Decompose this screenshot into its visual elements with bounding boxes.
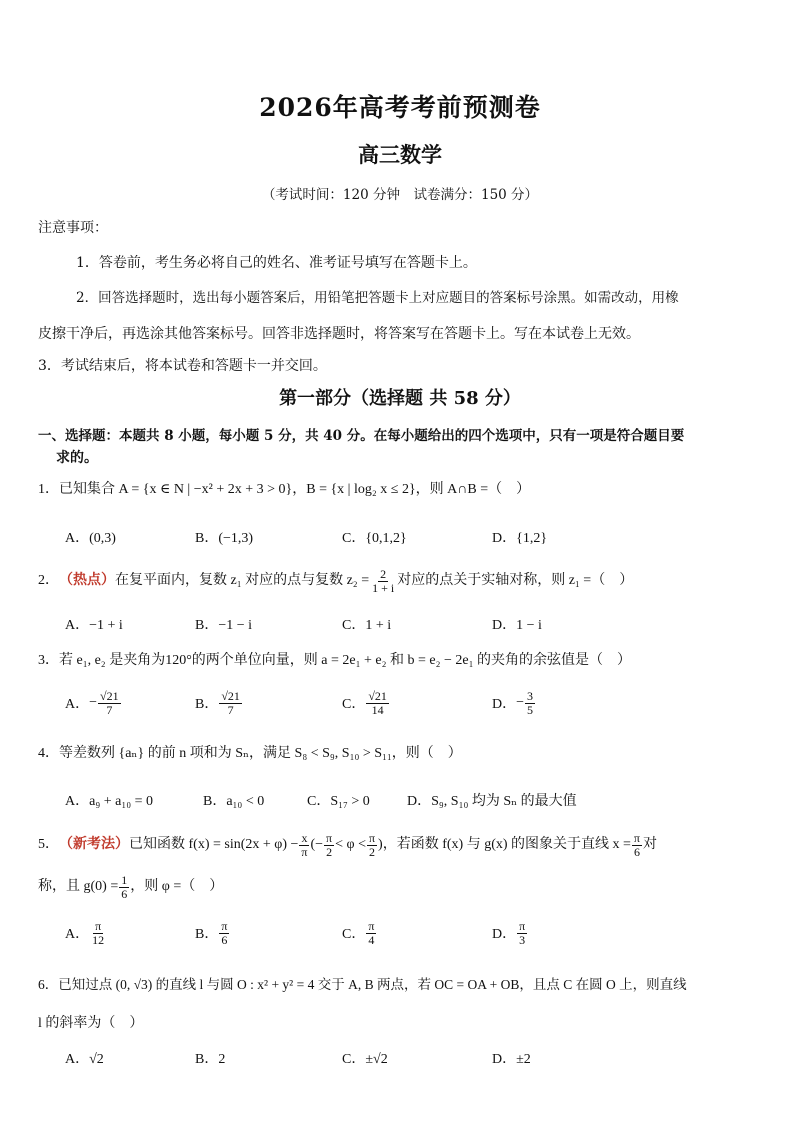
notes-heading: 注意事项： [38, 220, 108, 236]
question-4-option-c: C．S₁₇ > 0 [307, 794, 370, 809]
question-2-number: 2． [38, 573, 59, 589]
question-3-option-d-fraction [525, 690, 535, 716]
question-5-option-a-numerator: π [95, 919, 102, 933]
question-5-fx-numerator: x [301, 831, 308, 845]
question-2-text-b: 对应的点关于实轴对称，则 z₁ =（ ） [397, 573, 634, 589]
question-3-option-b-fraction [219, 690, 242, 716]
question-5-option-a-label: A． [65, 927, 90, 943]
question-6-stem-line2: l 的斜率为（ ） [38, 1016, 144, 1031]
question-5-option-a-denominator: 12 [92, 932, 105, 947]
question-2-tag: （热点） [59, 573, 115, 589]
question-5-r1-denominator: 2 [326, 844, 333, 859]
question-5-fraction-line [632, 832, 642, 858]
question-5-option-c-label: C． [342, 927, 366, 943]
question-5-stem-line1 [38, 832, 657, 858]
question-2-fraction-numerator: 2 [380, 567, 387, 581]
question-3-option-a [65, 690, 122, 716]
question-2-option-d: D．1 − i [492, 618, 542, 633]
question-5-fraction-g0 [119, 874, 129, 900]
question-2-stem [38, 568, 633, 594]
question-5-option-b-label: B． [195, 927, 219, 943]
question-5-option-d-denominator: 3 [519, 932, 526, 947]
question-5-r2-denominator: 2 [369, 844, 376, 859]
question-5-fraction-range-lower [324, 832, 334, 858]
question-2-option-a: A．−1 + i [65, 618, 123, 633]
question-1-option-b: B．(−1,3) [195, 531, 254, 546]
question-5-fraction-x-over-pi [299, 832, 309, 858]
note-item-3: 3．考试结束后，将本试卷和答题卡一并交回。 [38, 358, 327, 374]
question-2-option-c: C．1 + i [342, 618, 392, 633]
question-5-line-denominator: 6 [633, 844, 640, 859]
question-3-option-d-numerator: 3 [527, 689, 534, 703]
note-item-2-line2: 皮擦干净后，再选涂其他答案标号。回答非选择题时，将答案写在答题卡上。写在本试卷上无效。 [38, 326, 640, 342]
question-5-option-a [65, 920, 107, 946]
note-item-2-line1: 2．回答选择题时，选出每小题答案后，用铅笔把答题卡上对应题目的答案标号涂黑。如需改动，用橡 [76, 290, 679, 306]
question-5-option-d-label: D． [492, 927, 517, 943]
question-3-option-b-label: B． [195, 697, 219, 713]
question-5-option-d-numerator: π [519, 919, 526, 933]
question-5-option-c-denominator: 4 [368, 932, 375, 947]
question-5-r1-numerator: π [326, 831, 333, 845]
question-5-r2-numerator: π [368, 831, 376, 845]
question-6-option-a: A．√2 [65, 1052, 104, 1067]
question-5-text-c: < φ < [335, 837, 366, 853]
question-5-text-b: (− [310, 837, 324, 853]
question-1-stem: 1．已知集合 A = {x ∈ N | −x² + 2x + 3 > 0}，B = {x | log₂ x ≤ 2}，则 A∩B =（ ） [38, 482, 531, 497]
exam-info: （考试时间：120 分钟 试卷满分：150 分） [261, 187, 539, 203]
question-2-fraction-denominator: 1 + i [372, 580, 395, 595]
question-3-option-b-numerator: √21 [221, 689, 240, 703]
question-3-option-a-numerator: √21 [100, 689, 119, 703]
question-3-option-a-fraction [98, 690, 121, 716]
question-5-g0-numerator: 1 [121, 873, 128, 887]
question-6-option-d: D．±2 [492, 1052, 531, 1067]
question-2-text-a: 在复平面内，复数 z₁ 对应的点与复数 z₂ = [115, 573, 370, 589]
question-4-option-d: D．S₉, S₁₀ 均为 Sₙ 的最大值 [407, 794, 577, 809]
question-6-option-b: B．2 [195, 1052, 226, 1067]
question-5-fraction-range-upper [367, 832, 377, 858]
question-5-option-a-fraction [90, 920, 106, 946]
question-3-option-c-denominator: 14 [371, 702, 384, 717]
question-3-stem: 3．若 e₁, e₂ 是夹角为120°的两个单位向量，则 a = 2e₁ + e₂ 和 b = e₂ − 2e₁ 的夹角的余弦值是（ ） [38, 653, 631, 668]
question-1-option-a: A．(0,3) [65, 531, 116, 546]
question-3-option-c-label: C． [342, 697, 366, 713]
question-5-fx-denominator: π [301, 844, 308, 859]
question-3-option-d-sign: − [516, 695, 525, 711]
section-instructions-line1: 一、选择题：本题共 8 小题，每小题 5 分，共 40 分。在每小题给出的四个选项中，只有一项是符合题目要 [38, 428, 685, 444]
question-5-option-d [492, 920, 528, 946]
question-3-option-d [492, 690, 536, 716]
question-4-option-a: A．a₉ + a₁₀ = 0 [65, 794, 153, 809]
question-5-line-numerator: π [633, 831, 640, 845]
question-5-option-c-numerator: π [368, 919, 375, 933]
exam-subtitle: 高三数学 [358, 142, 442, 167]
question-5-option-d-fraction [517, 920, 527, 946]
question-6-stem-line1: 6．已知过点 (0, √3) 的直线 l 与圆 O : x² + y² = 4 交于 A, B 两点，若 OC = OA + OB，且点 C 在圆 O 上，则直线 [38, 977, 687, 992]
question-5-tag: （新考法） [59, 837, 129, 853]
question-3-option-b [195, 690, 243, 716]
question-5-option-c-fraction [366, 920, 376, 946]
question-2-option-b: B．−1 − i [195, 618, 253, 633]
question-3-option-b-denominator: 7 [227, 702, 234, 717]
question-3-option-d-label: D． [492, 697, 517, 713]
question-5-option-b-fraction [219, 920, 229, 946]
question-5-option-b [195, 920, 230, 946]
question-5-line2-text-b: ，则 φ =（ ） [130, 879, 224, 895]
question-5-option-b-denominator: 6 [221, 932, 228, 947]
note-item-1: 1．答卷前，考生务必将自己的姓名、准考证号填写在答题卡上。 [76, 255, 477, 271]
question-2-fraction [370, 568, 396, 594]
section-title: 第一部分（选择题 共 58 分） [279, 388, 521, 409]
question-3-option-d-denominator: 5 [527, 702, 534, 717]
question-3-option-a-sign: − [89, 695, 98, 711]
question-3-option-c-numerator: √21 [368, 689, 387, 703]
question-5-text-d: )，若函数 f(x) 与 g(x) 的图象关于直线 x = [378, 837, 631, 853]
question-6-option-c: C．±√2 [342, 1052, 388, 1067]
question-1-option-d: D．{1,2} [492, 531, 548, 546]
question-5-text-a: 已知函数 f(x) = sin(2x + φ) − [129, 837, 299, 853]
section-instructions-line2: 求的。 [56, 450, 98, 466]
question-5-g0-denominator: 6 [121, 886, 128, 901]
question-3-option-a-denominator: 7 [106, 702, 113, 717]
question-4-option-b: B．a₁₀ < 0 [203, 794, 265, 809]
exam-title: 2026年高考考前预测卷 [259, 93, 541, 122]
question-3-option-c [342, 690, 390, 716]
question-5-stem-line2 [38, 874, 223, 900]
question-5-number: 5． [38, 837, 59, 853]
question-5-option-c [342, 920, 377, 946]
question-1-option-c: C．{0,1,2} [342, 531, 407, 546]
question-5-line2-text-a: 称，且 g(0) = [38, 879, 119, 895]
question-5-text-e: 对 [642, 837, 657, 853]
question-4-stem: 4．等差数列 {aₙ} 的前 n 项和为 Sₙ，满足 S₈ < S₉, S₁₀ > S₁₁，则（ ） [38, 746, 462, 761]
question-5-option-b-numerator: π [221, 919, 228, 933]
question-3-option-c-fraction [366, 690, 389, 716]
question-3-option-a-label: A． [65, 697, 90, 713]
